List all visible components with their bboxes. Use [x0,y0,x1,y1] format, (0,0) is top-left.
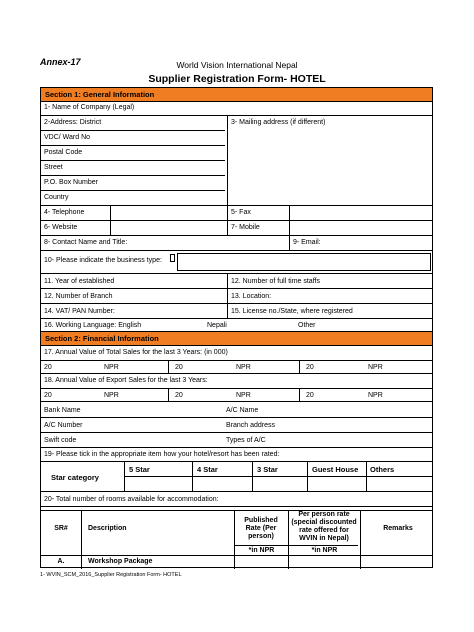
col-published-rate-header: Published Rate (Per person) [244,517,278,540]
discount-rate-currency: *in NPR [311,547,338,554]
rating-3-star[interactable]: 3 Star [257,465,278,474]
country-label: Country [44,194,69,201]
working-language-label: 16. Working Language: English [44,322,142,329]
rating-5-star[interactable]: 5 Star [129,465,150,474]
fulltime-staffs-label: 12. Number of full time staffs [231,278,320,285]
organization-name: World Vision International Nepal [176,60,298,70]
license-label: 15. License no./State, where registered [231,308,353,315]
rating-others[interactable]: Others [370,465,395,474]
ac-types-label: Types of A/C [226,437,266,444]
vdc-label: VDC/ Ward No [44,134,91,141]
email-label: 9- Email: [293,239,321,246]
sales-currency-2: NPR [236,364,251,371]
col-remarks-header: Remarks [383,525,413,532]
language-other-option[interactable]: Other [298,322,316,329]
website-label: 6- Website [44,224,78,231]
branches-label: 12. Number of Branch [44,293,113,300]
annual-export-label: 18. Annual Value of Export Sales for the last 3 Years: [44,377,208,384]
rating-guest-house[interactable]: Guest House [312,465,359,474]
export-year-3: 20 [306,392,314,399]
annual-sales-label: 17. Annual Value of Total Sales for the last 3 Years: (in 000) [44,349,228,356]
company-name-label: 1- Name of Company (Legal) [44,104,135,111]
export-currency-1: NPR [104,392,119,399]
year-established-label: 11. Year of established [44,278,115,285]
language-nepali-option[interactable]: Nepali [207,322,227,329]
ac-name-label: A/C Name [226,407,259,414]
footer-text: 1- WVIN_SCM_2016_Supplier Registration Form- HOTEL [40,572,182,578]
sales-currency-3: NPR [368,364,383,371]
contact-name-label: 8- Contact Name and Title: [44,239,128,246]
postal-code-label: Postal Code [44,149,83,156]
rating-question: 19- Please tick in the appropriate item how your hotel/resort has been rated: [44,451,280,458]
export-currency-3: NPR [368,392,383,399]
bank-name-label: Bank Name [44,407,81,414]
ac-number-label: A/C Number [44,422,83,429]
mailing-address-label[interactable]: 3- Mailing address (if different) [231,119,326,126]
swift-code-label: Swift code [44,437,77,444]
section1-header: Section 1: General Information [41,88,432,101]
export-year-2: 20 [175,392,183,399]
address-label: 2-Address: District [44,119,102,126]
star-category-label: Star category [51,473,99,482]
sales-year-2: 20 [175,364,183,371]
registration-form [40,87,433,568]
col-description-header: Description [88,525,127,532]
col-discount-rate-header: Per person rate (special discounted rate offered for WVIN in Nepal) [291,511,357,542]
street-label: Street [44,164,63,171]
fax-label: 5- Fax [231,209,251,216]
sales-year-1: 20 [44,364,52,371]
rating-4-star[interactable]: 4 Star [197,465,218,474]
pobox-label: P.O. Box Number [44,179,98,186]
rooms-label: 20- Total number of rooms available for accommodation: [44,496,219,503]
export-year-1: 20 [44,392,52,399]
form-title: Supplier Registration Form- HOTEL [148,73,326,85]
section2-header: Section 2: Financial Information [41,332,432,345]
business-type-checkbox[interactable] [170,254,175,262]
row-a-description: Workshop Package [88,558,153,565]
sales-currency-1: NPR [104,364,119,371]
col-sr-header: SR# [54,525,68,532]
annex-label: Annex-17 [40,57,81,67]
published-rate-currency: *in NPR [248,547,275,554]
location-label: 13. Location: [231,293,272,300]
mobile-label: 7- Mobile [231,224,260,231]
telephone-label: 4- Telephone [44,209,85,216]
business-type-input[interactable] [177,253,431,271]
sales-year-3: 20 [306,364,314,371]
vat-label: 14. VAT/ PAN Number: [44,308,115,315]
export-currency-2: NPR [236,392,251,399]
row-a-sr: A. [57,558,65,565]
business-type-label: 10- Please indicate the business type: [44,257,162,264]
branch-address-label: Branch address [226,422,276,429]
